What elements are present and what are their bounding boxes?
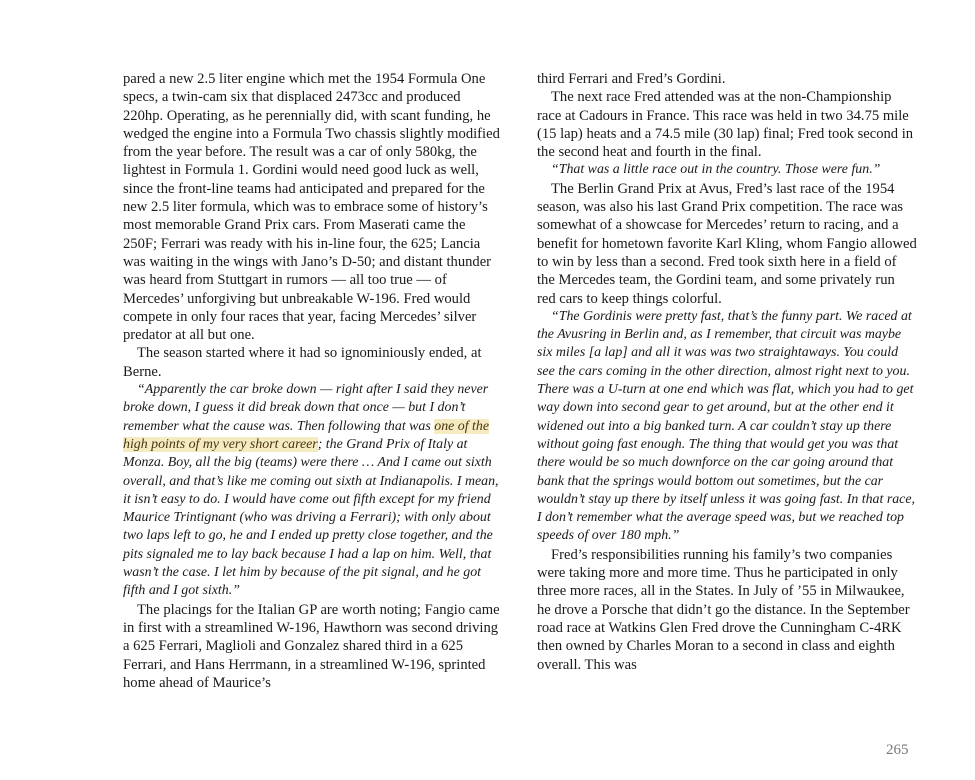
paragraph: The next race Fred attended was at the non-Championship race at Cadours in France. This race was held in two 34.75 mile (15 lap) heats and a 74.5 mile (30 lap) final; Fred took second in the second heat and fourth in the final. bbox=[537, 89, 914, 161]
right-column bbox=[537, 70, 917, 674]
quote-block: “That was a little race out in the country. Those were fun.” bbox=[551, 162, 881, 178]
left-column bbox=[123, 70, 503, 692]
paragraph: pared a new 2.5 liter engine which met the 1954 Formula One specs, a twin-cam six that displaced 2473cc and produced 220hp. Operating, as he perennially did, with scant funding, he wedged the engine into a Formula Two chassis slightly modified from the year before. The result was a car of only 580kg, the lightest in Formula 1. Gordini would need good luck as well, since the front-line teams had anticipated and prepared for the new 2.5 liter formula, which was to embrace some of history’s most memorable Grand Prix cars. From Maserati came the 250F; Ferrari was ready with his in-line four, the 625; Lancia was waiting in the wings with Jano’s D-50; and distant thunder was heard from Stuttgart in rumors — all too true — of Mercedes’ unforgiving but unbreakable W-196. Fred would compete in only four races that year, facing Mercedes’ silver predator at all but one. bbox=[123, 71, 500, 344]
paragraph: The season started where it had so ignominiously ended, at Berne. bbox=[123, 345, 482, 380]
highlighted-text[interactable]: one of the high points of my very short career bbox=[123, 418, 490, 452]
page-number: 265 bbox=[886, 742, 909, 758]
paragraph: third Ferrari and Fred’s Gordini. bbox=[537, 71, 726, 87]
quote-text: “Apparently the car broke down — right after I said they never broke down, I guess it did break down that once — but I don’t remember what the cause was. Then following that was bbox=[123, 382, 489, 434]
paragraph: The Berlin Grand Prix at Avus, Fred’s last race of the 1954 season, was also his last Grand Prix competition. The race was somewhat of a showcase for Mercedes’ return to racing, and a benefit for hometown favorite Karl Kling, whom Fangio allowed to win by less than a second. Fred took sixth here in a field of the Mercedes team, the Gordini team, and some privately run red cars to keep things colorful. bbox=[537, 180, 917, 307]
paragraph: Fred’s responsibilities running his family’s two companies were taking more and more time. Thus he participated in only three more races, all in the States. In July of ’55 in Milwaukee, he drove a Porsche that didn’t go the distance. In the September road race at Watkins Glen Fred drove the Cunningham C-4RK then owned by Charles Moran to a second in class and eighth overall. This was bbox=[537, 546, 910, 673]
quote-text: ; the Grand Prix of Italy at Monza. Boy, all the big (teams) were there … And I came out sixth overall, and that’s like me coming out sixth at Indianapolis. I mean, it isn’t easy to do. I would have come out fifth except for my friend Maurice Trintignant (who was driving a Ferrari); with only about two laps left to go, he and I ended up pretty close together, and the pits signaled me to lay back because I had a lap on him. Well, that wasn’t the case. I let him by because of the pit signal, and he got fifth and I got sixth.” bbox=[123, 436, 499, 599]
quote-block bbox=[123, 381, 503, 601]
quote-block: “The Gordinis were pretty fast, that’s the funny part. We raced at the Avusring in Berlin and, as I remember, that circuit was maybe six miles [a lap] and all it was was two straightaways. You could see the cars coming in the other direction, almost right next to you. There was a U-turn at one end which was flat, which you had to get way down into second gear to get around, but at the other end it widened out into a big banked turn. A car couldn’t stay up there without going fast enough. The thing that would get you was that there would be so much downforce on the car going around that bank that the springs would bottom out sometimes, but the car wouldn’t stay up there by itself unless it was going fast. In that race, I don’t remember what the average speed was, but we reached top speeds of over 180 mph.” bbox=[537, 308, 915, 544]
paragraph: The placings for the Italian GP are worth noting; Fangio came in first with a streamlined W-196, Hawthorn was second driving a 625 Ferrari, Maglioli and Gonzalez shared third in a 625 Ferrari, and Hans Herrmann, in a streamlined W-196, sprinted home ahead of Maurice’s bbox=[123, 601, 500, 691]
